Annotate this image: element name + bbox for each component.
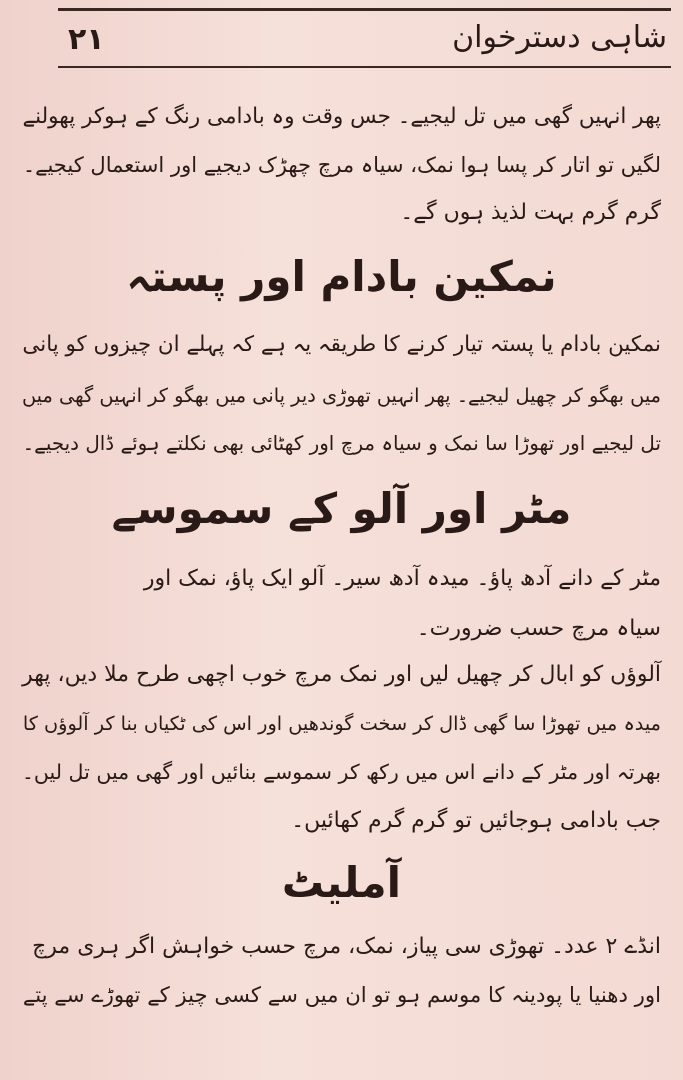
paragraph-line: بھرتہ اور مٹر کے دانے اس میں رکھ کر سموسے بنائیں اور گھی میں تل لیں۔ bbox=[21, 760, 661, 784]
paragraph-line: انڈے ۲ عدد۔ تھوڑی سی پیاز، نمک، مرچ حسب خواہش اگر ہری مرچ bbox=[32, 934, 661, 959]
header-rule-bottom bbox=[58, 66, 671, 68]
paragraph-line: جب بادامی ہوجائیں تو گرم گرم کھائیں۔ bbox=[291, 808, 661, 833]
section-heading: نمکین بادام اور پستہ bbox=[126, 252, 557, 301]
intro-line: لگیں تو اتار کر پسا ہوا نمک، سیاہ مرچ چھڑک دیجیے اور استعمال کیجیے۔ bbox=[22, 152, 661, 177]
section-heading: آملیٹ bbox=[281, 858, 402, 907]
paragraph-line: میں بھگو کر چھیل لیجیے۔ پھر انہیں تھوڑی دیر پانی میں بھگو کر انہیں گھی میں bbox=[21, 384, 661, 407]
paragraph-line: نمکین بادام یا پستہ تیار کرنے کا طریقہ یہ ہے کہ پہلے ان چیزوں کو پانی bbox=[22, 332, 661, 357]
section-heading: مٹر اور آلو کے سموسے bbox=[111, 484, 572, 533]
header-rule-top bbox=[58, 8, 671, 11]
paragraph-line: اور دھنیا یا پودینہ کا موسم ہو تو ان میں سے کسی چیز کے تھوڑے سے پتے bbox=[22, 982, 661, 1007]
intro-line: گرم گرم بہت لذیذ ہوں گے۔ bbox=[400, 200, 661, 225]
paragraph-line: میدہ میں تھوڑا سا گھی ڈال کر سخت گوندھیں اور اس کی ٹکیاں بنا کر آلوؤں کا bbox=[22, 712, 661, 735]
intro-line: پھر انہیں گھی میں تل لیجیے۔ جس وقت وہ بادامی رنگ کے ہوکر پھولنے bbox=[22, 104, 661, 129]
page-number: ۲۱ bbox=[68, 22, 105, 57]
paragraph-line: تل لیجیے اور تھوڑا سا نمک و سیاہ مرچ اور کھٹائی بھی نکلتے ہوئے ڈال دیجیے۔ bbox=[22, 432, 661, 455]
paragraph-line: مٹر کے دانے آدھ پاؤ۔ میدہ آدھ سیر۔ آلو ایک پاؤ، نمک اور bbox=[143, 566, 661, 591]
paragraph-line: سیاہ مرچ حسب ضرورت۔ bbox=[416, 616, 661, 641]
running-head: شاہی دسترخوان bbox=[452, 20, 667, 55]
paragraph-line: آلوؤں کو ابال کر چھیل لیں اور نمک مرچ خوب اچھی طرح ملا دیں، پھر bbox=[22, 662, 661, 687]
